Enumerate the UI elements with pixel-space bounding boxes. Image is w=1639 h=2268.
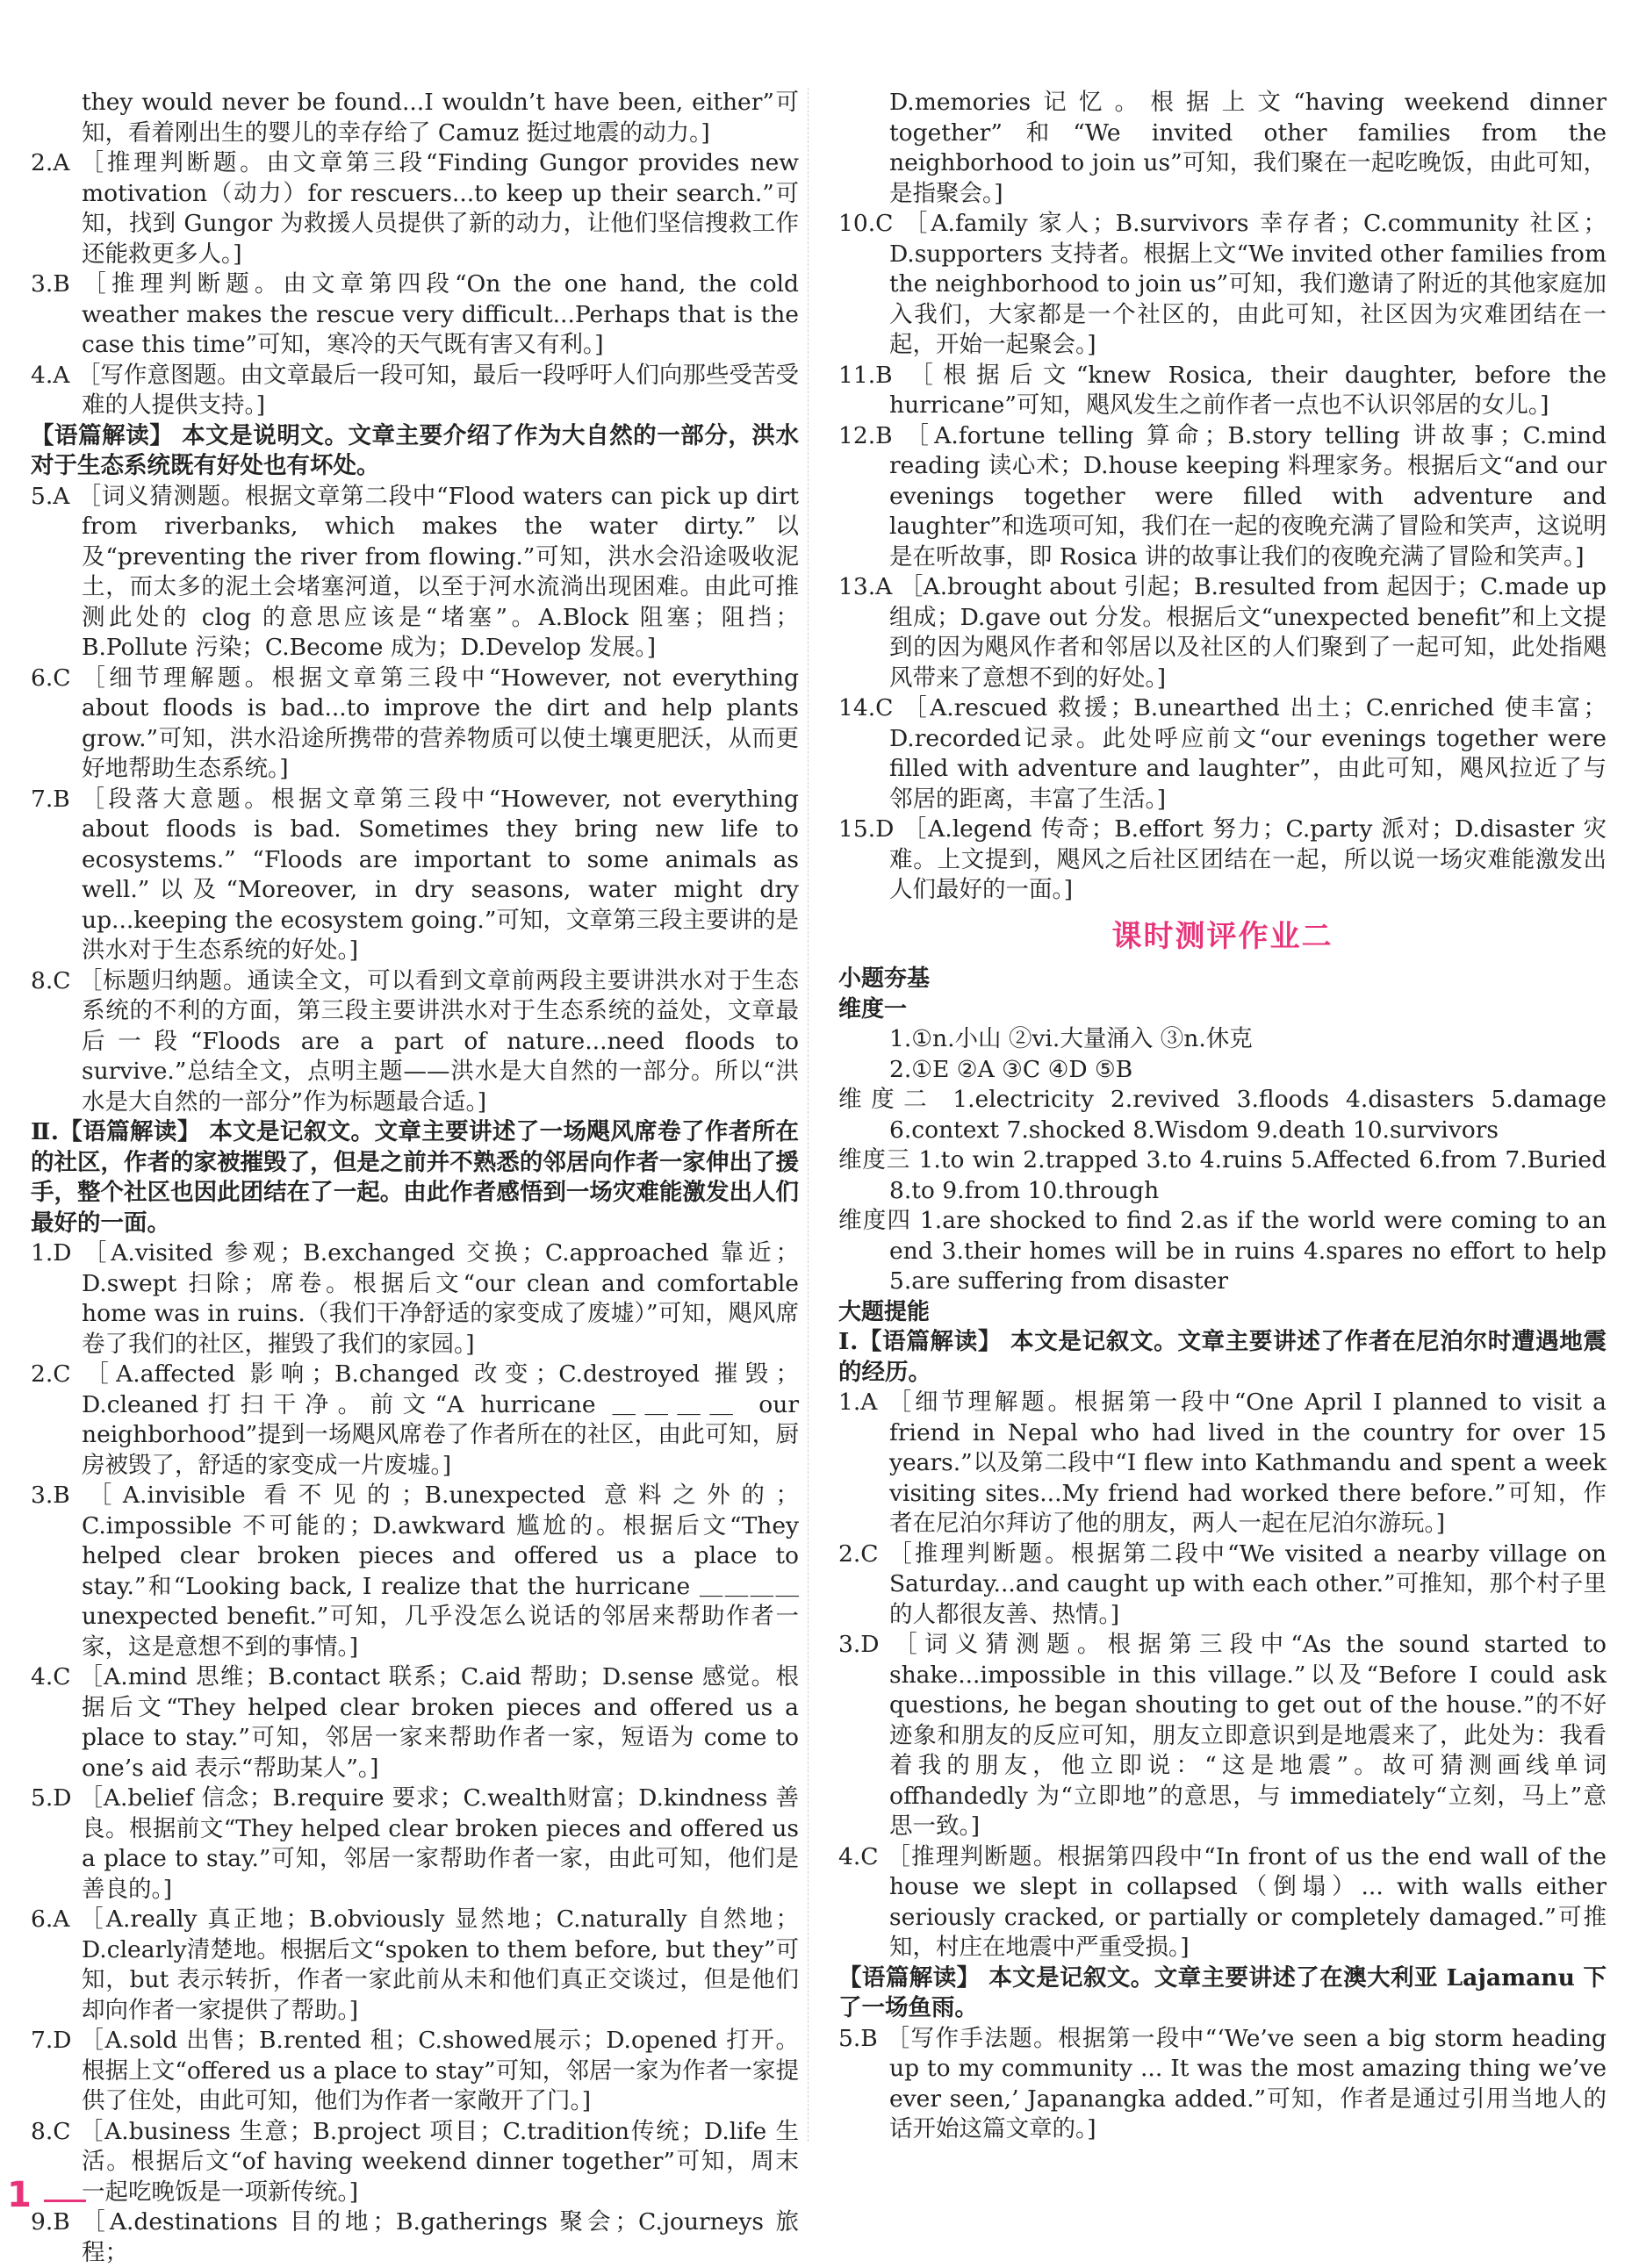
answer-paragraph: 维度二 1.electricity 2.revived 3.floods 4.disasters 5.damage 6.context 7.shocked 8.Wisdom 9.death 10.survivors (838, 1086, 1607, 1144)
answer-paragraph: Ⅰ.【语篇解读】 本文是记叙文。文章主要讲述了作者在尼泊尔时遭遇地震的经历。 (838, 1328, 1607, 1386)
answer-paragraph: 6.A ［A.really 真正地；B.obviously 显然地；C.naturally 自然地；D.clearly清楚地。根据后文“spoken to them before, but they”可知，but 表示转折，作者一家此前从未和他们真正交谈过，但是他们却向作者一家提供了帮助。] (31, 1906, 799, 2024)
answer-paragraph: 8.C ［A.business 生意；B.project 项目；C.tradition传统；D.life 生活。根据后文“of having weekend dinner together”可知，周末一起吃晚饭是一项新传统。] (31, 2117, 799, 2206)
answer-paragraph: 2.C ［A.affected 影响；B.changed 改变；C.destroyed 摧毁；D.cleaned打扫干净。前文“A hurricane ＿＿＿＿ our neighborhood”提到一场飓风席卷了作者所在的社区，由此可知，厨房被毁了，舒适的家变成一片废墟。] (31, 1360, 799, 1479)
answer-paragraph: 15.D ［A.legend 传奇；B.effort 努力；C.party 派对；D.disaster 灾难。上文提到，飓风之后社区团结在一起，所以说一场灾难能激发出人们最好的一面。] (838, 815, 1607, 903)
left-column (31, 88, 799, 2268)
right-column-answers (838, 88, 1607, 906)
answer-paragraph: 7.B ［段落大意题。根据文章第三段中“However, not everything about floods is bad. Sometimes they bring new life to ecosystems.” “Floods are important to some animals as well.”以及“Moreover, in dry seasons, water might dry up...keeping the ecosystem going.”可知，文章第三段主要讲的是洪水对于生态系统的好处。] (31, 785, 799, 964)
answer-paragraph: 4.C ［A.mind 思维；B.contact 联系；C.aid 帮助；D.sense 感觉。根据后文“They helped clear broken pieces and offered us a place to stay.”可知，邻居一家来帮助作者一家，短语为 come to one’s aid 表示“帮助某人”。] (31, 1663, 799, 1782)
page-number-rule (44, 2200, 86, 2202)
answer-paragraph: 10.C ［A.family 家人；B.survivors 幸存者；C.community 社区；D.supporters 支持者。根据上文“We invited other families from the neighborhood to join us”可知，我们邀请了附近的其他家庭加入我们，大家都是一个社区的，由此可知，社区因为灾难团结在一起，开始一起聚会。] (838, 210, 1607, 358)
section-title: 课时测评作业二 (1111, 918, 1333, 954)
answer-paragraph: 5.B ［写作手法题。根据第一段中“‘We’ve seen a big storm heading up to my community ... It was the most amazing thing we’ve ever seen,’ Japanangka added.”可知，作者是通过引用当地人的话开始这篇文章的。] (838, 2024, 1607, 2142)
answer-paragraph: 4.A ［写作意图题。由文章最后一段可知，最后一段呼吁人们向那些受苦受难的人提供支持。] (31, 361, 799, 419)
answer-paragraph: 6.C ［细节理解题。根据文章第三段中“However, not everything about floods is bad...to improve the dirt and help plants grow.”可知，洪水沿途所携带的营养物质可以使土壤更肥沃，从而更好地帮助生态系统。] (31, 664, 799, 782)
answer-paragraph: 11.B ［根据后文“knew Rosica, their daughter, before the hurricane”可知，飓风发生之前作者一点也不认识邻居的女儿。] (838, 361, 1607, 419)
answer-paragraph: 维度三 1.to win 2.trapped 3.to 4.ruins 5.Affected 6.from 7.Buried 8.to 9.from 10.through (838, 1146, 1607, 1204)
homework-two-answers (838, 964, 1607, 2145)
answer-paragraph: 1.①n.小山 ②vi.大量涌入 ③n.休克 (889, 1025, 1253, 1052)
answer-paragraph: 大题提能 (838, 1298, 931, 1325)
answer-paragraph: 1.A ［细节理解题。根据第一段中“One April I planned to visit a friend in Nepal who had lived in the country for over 15 years.”以及第二段中“I flew into Kathmandu and spent a week visiting sites...My friend had worked there before.”可知，作者在尼泊尔拜访了他的朋友，两人一起在尼泊尔游玩。] (838, 1389, 1607, 1537)
answer-paragraph: 3.B ［A.invisible 看不见的；B.unexpected 意料之外的；C.impossible 不可能的；D.awkward 尴尬的。根据后文“They helped clear broken pieces and offered us a place to stay.”和“Looking back, I realize that the hurricane ＿＿＿＿ unexpected benefit.”可知，几乎没怎么说话的邻居来帮助作者一家，这是意想不到的事情。] (31, 1482, 799, 1661)
answer-paragraph: 4.C ［推理判断题。根据第四段中“In front of us the end wall of the house we slept in collapsed（倒塌）... with walls either seriously cracked, or partially or completely damaged.”可推知，村庄在地震中严重受损。] (838, 1842, 1607, 1961)
answer-paragraph: 5.A ［词义猜测题。根据文章第二段中“Flood waters can pick up dirt from riverbanks, which makes the water dirty.”以及“preventing the river from flowing.”可知，洪水会沿途吸收泥土，而太多的泥土会堵塞河道，以至于河水流淌出现困难。由此可推测此处的 clog 的意思应该是“堵塞”。A.Block 阻塞；阻挡；B.Pollute 污染；C.Become 成为；D.Develop 发展。] (31, 482, 799, 661)
answer-paragraph: 1.D ［A.visited 参观；B.exchanged 交换；C.approached 靠近；D.swept 扫除；席卷。根据后文“our clean and comfortable home was in ruins.（我们干净舒适的家变成了废墟）”可知，飓风席卷了我们的社区，摧毁了我们的家园。] (31, 1239, 799, 1358)
answer-paragraph: 14.C ［A.rescued 救援；B.unearthed 出土；C.enriched 使丰富；D.recorded记录。此处呼应前文“our evenings together were filled with adventure and laughter”，由此可知，飓风拉近了与邻居的距离，丰富了生活。] (838, 694, 1607, 813)
answer-paragraph: 3.D ［词义猜测题。根据第三段中“As the sound started to shake...impossible in this village.”以及“Before I could ask questions, he began shouting to get out of the house.”的不好迹象和朋友的反应可知，朋友立即意识到是地震来了，此处为：我看着我的朋友，他立即说：“这是地震”。故可猜测画线单词 offhandedly 为“立即地”的意思，与 immediately“立刻，马上”意思一致。] (838, 1631, 1607, 1840)
answer-paragraph: 2.①E ②A ③C ④D ⑤B (889, 1055, 1133, 1083)
answer-paragraph: 7.D ［A.sold 出售；B.rented 租；C.showed展示；D.opened 打开。根据上文“offered us a place to stay”可知，邻居一家为作者一家提供了住处，由此可知，他们为作者一家敞开了门。] (31, 2027, 799, 2114)
answer-paragraph: 【语篇解读】 本文是说明文。文章主要介绍了作为大自然的一部分，洪水对于生态系统既有好处也有坏处。 (31, 421, 799, 479)
right-column (838, 88, 1607, 2145)
answer-paragraph: 8.C ［标题归纳题。通读全文，可以看到文章前两段主要讲洪水对于生态系统的不利的方面，第三段主要讲洪水对于生态系统的益处，文章最后一段“Floods are a part of nature...need floods to survive.”总结全文，点明主题——洪水是大自然的一部分。所以“洪水是大自然的一部分”作为标题最合适。] (31, 966, 799, 1116)
answer-paragraph: Ⅱ.【语篇解读】 本文是记叙文。文章主要讲述了一场飓风席卷了作者所在的社区，作者的家被摧毁了，但是之前并不熟悉的邻居向作者一家伸出了援手，整个社区也因此团结在了一起。由此作者感悟到一场灾难能激发出人们最好的一面。 (31, 1118, 799, 1237)
answer-paragraph: D.memories记忆。根据上文“having weekend dinner together”和“We invited other families from the neighborhood to join us”可知，我们聚在一起吃晚饭，由此可知，是指聚会。] (889, 89, 1607, 207)
answer-paragraph: 5.D ［A.belief 信念；B.require 要求；C.wealth财富；D.kindness 善良。根据前文“They helped clear broken pieces and offered us a place to stay.”可知，邻居一家帮助作者一家，由此可知，他们是善良的。] (31, 1784, 799, 1903)
answer-paragraph: 2.A ［推理判断题。由文章第三段“Finding Gungor provides new motivation（动力）for rescuers...to keep up their search.”可知，找到 Gungor 为救援人员提供了新的动力，让他们坚信搜救工作还能救更多人。] (31, 149, 799, 268)
answer-paragraph: 3.B ［推理判断题。由文章第四段“On the one hand, the cold weather makes the rescue very difficult...Perhaps that is the case this time”可知，寒冷的天气既有害又有利。] (31, 270, 799, 358)
answer-paragraph: they would never be found...I wouldn’t have been, either”可知，看着刚出生的婴儿的幸存给了 Camuz 挺过地震的动力。] (82, 89, 799, 147)
answer-paragraph: 13.A ［A.brought about 引起；B.resulted from 起因于；C.made up 组成；D.gave out 分发。根据后文“unexpected benefit”和上文提到的因为飓风作者和邻居以及社区的人们聚到了一起可知，此处指飓风带来了意想不到的好处。] (838, 573, 1607, 692)
answer-paragraph: 2.C ［推理判断题。根据第二段中“We visited a nearby village on Saturday...and caught up with each other.”可推知，那个村子里的人都很友善、热情。] (838, 1540, 1607, 1628)
answer-paragraph: 9.B ［A.destinations 目的地；B.gatherings 聚会；C.journeys 旅程； (31, 2208, 799, 2266)
answer-paragraph: 【语篇解读】 本文是记叙文。文章主要讲述了在澳大利亚 Lajamanu 下了一场鱼雨。 (838, 1963, 1607, 2021)
answer-paragraph: 小题夯基 (838, 965, 931, 992)
answer-paragraph: 12.B ［A.fortune telling 算命；B.story telling 讲故事；C.mind reading 读心术；D.house keeping 料理家务。根据后文“and our evenings together were filled with adventure and laughter”和选项可知，我们在一起的夜晚充满了冒险和笑声，这说明是在听故事，即 Rosica 讲的故事让我们的夜晚充满了冒险和笑声。] (838, 421, 1607, 571)
page-number: 1 (7, 2175, 32, 2215)
answer-paragraph: 维度四 1.are shocked to find 2.as if the world were coming to an end 3.their homes will be in ruins 4.spares no effort to help 5.are suffering from disaster (838, 1207, 1607, 1295)
answer-paragraph: 维度一 (838, 995, 908, 1023)
column-divider (808, 88, 809, 2142)
